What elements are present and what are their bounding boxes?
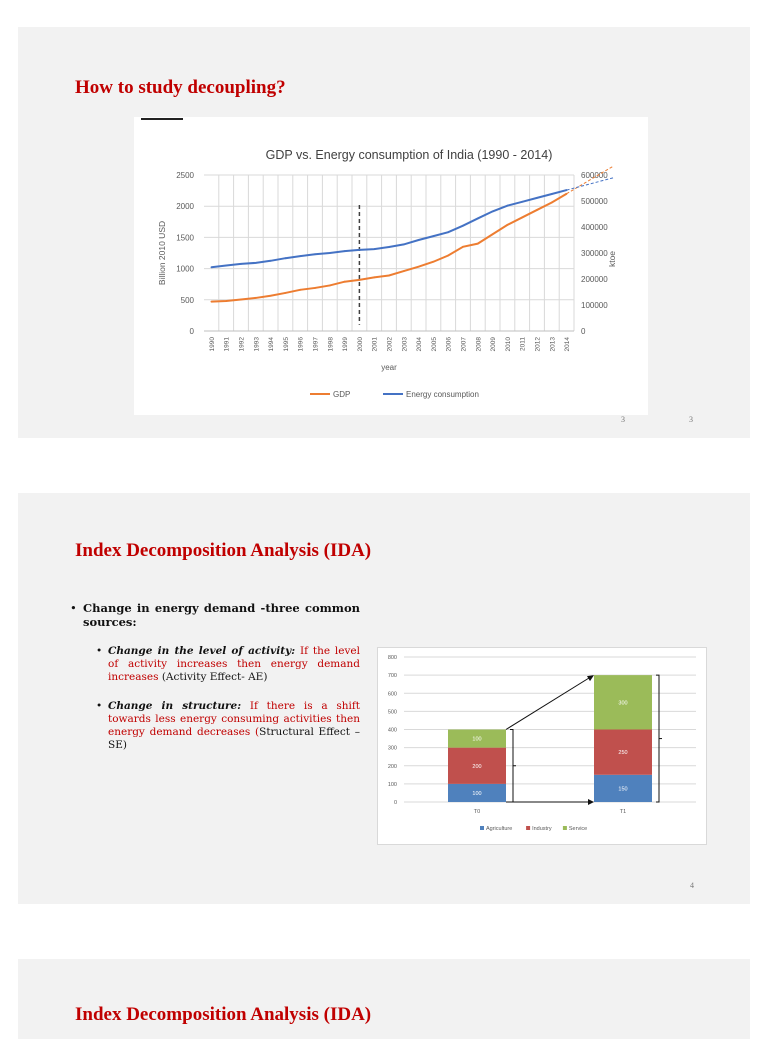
energy-data-point xyxy=(388,246,390,248)
data-label: 250 xyxy=(618,750,628,757)
x-tick-label: 2001 xyxy=(371,337,379,352)
gdp-data-point xyxy=(344,281,346,283)
y-tick-label: 2000 xyxy=(176,202,194,212)
energy-data-point xyxy=(373,248,375,250)
gdp-data-point xyxy=(299,289,301,291)
energy-data-point xyxy=(270,260,272,262)
energy-data-point xyxy=(240,263,242,265)
bullet-dot-icon: • xyxy=(96,645,103,657)
y2-tick-label: 0 xyxy=(581,327,586,336)
data-label: 150 xyxy=(618,786,628,793)
legend-label: Service xyxy=(568,826,588,832)
energy-data-point xyxy=(447,231,449,233)
x-tick-label: 2012 xyxy=(534,337,542,352)
x-tick-label: 2004 xyxy=(416,337,424,352)
gdp-data-point xyxy=(418,266,420,268)
sub-bullet-activity xyxy=(96,645,360,684)
x-tick-label: T1 xyxy=(619,809,627,815)
legend-label: Energy consumption xyxy=(406,390,479,399)
stacked-bar-chart-container xyxy=(377,647,707,845)
y2-tick-label: 300000 xyxy=(581,249,608,258)
y2-axis-label: ktoe xyxy=(607,250,617,268)
legend-label: GDP xyxy=(333,390,351,399)
gdp-data-point xyxy=(433,261,435,263)
gdp-data-point xyxy=(388,275,390,277)
bullet-list xyxy=(70,601,360,752)
energy-data-point xyxy=(225,265,227,267)
slide-title: How to study decoupling? xyxy=(75,77,286,98)
energy-series-line xyxy=(211,190,566,267)
gdp-data-point xyxy=(285,292,287,294)
x-tick-label: 2010 xyxy=(504,337,512,352)
sub-bullet-lead: Change in the level of activity: xyxy=(108,645,296,657)
y2-tick-label: 400000 xyxy=(581,223,608,232)
energy-data-point xyxy=(314,253,316,255)
slide-3 xyxy=(18,959,750,1039)
y2-tick-label: 100000 xyxy=(581,301,608,310)
data-label: 200 xyxy=(472,763,482,770)
y-tick-label: 0 xyxy=(393,800,397,806)
gdp-data-point xyxy=(477,243,479,245)
gdp-data-point xyxy=(492,233,494,235)
data-label: 300 xyxy=(618,700,628,707)
gdp-data-point xyxy=(329,285,331,287)
x-tick-label: 1994 xyxy=(268,337,276,352)
gdp-data-point xyxy=(240,299,242,301)
gdp-energy-chart-container xyxy=(134,117,648,415)
data-label: 100 xyxy=(472,790,482,797)
energy-data-point xyxy=(403,244,405,246)
bracket-t1 xyxy=(656,675,659,802)
gdp-data-point xyxy=(403,270,405,272)
y-tick-label: 700 xyxy=(387,673,397,680)
y-tick-label: 100 xyxy=(387,781,397,788)
energy-data-point xyxy=(359,249,361,251)
x-tick-label: 1999 xyxy=(342,337,350,352)
y-tick-label: 800 xyxy=(387,655,397,661)
x-tick-label: 2009 xyxy=(490,337,498,352)
sub-bullet-structure xyxy=(96,700,360,752)
title-underline-mark xyxy=(141,118,183,120)
y2-tick-label: 200000 xyxy=(581,275,608,284)
legend-swatch xyxy=(526,826,530,830)
arrow-head-icon xyxy=(588,799,594,805)
energy-data-point xyxy=(536,197,538,199)
sub-bullet-highlight: If there is a shift towards less energy consuming activities then energy demand decreases xyxy=(108,700,360,738)
x-tick-label: 2006 xyxy=(445,337,453,352)
energy-data-point xyxy=(462,225,464,227)
legend-label: Industry xyxy=(532,826,552,832)
x-tick-label: 2000 xyxy=(356,337,364,352)
x-tick-label: 2002 xyxy=(386,337,394,352)
bullet-main xyxy=(70,601,360,629)
energy-data-point xyxy=(477,218,479,220)
slide-2 xyxy=(18,493,750,904)
gdp-data-point xyxy=(507,224,509,226)
bullet-dot-icon: • xyxy=(70,601,77,615)
gdp-data-point xyxy=(447,255,449,257)
x-axis-label: year xyxy=(381,363,397,372)
x-tick-label: T0 xyxy=(473,809,481,815)
gdp-data-point xyxy=(373,276,375,278)
gdp-data-point xyxy=(551,202,553,204)
x-tick-label: 1990 xyxy=(208,337,216,352)
energy-data-point xyxy=(492,211,494,213)
legend-swatch xyxy=(480,826,484,830)
y-tick-label: 500 xyxy=(387,709,397,716)
bullet-main-text: Change in energy demand -three common sources: xyxy=(83,601,360,629)
x-tick-label: 2008 xyxy=(475,337,483,352)
legend-label: Agriculture xyxy=(486,826,513,832)
x-tick-label: 1997 xyxy=(312,337,320,352)
y-tick-label: 200 xyxy=(387,763,397,770)
x-tick-label: 1995 xyxy=(282,337,290,352)
slide-title: Index Decomposition Analysis (IDA) xyxy=(75,1004,372,1025)
energy-data-point xyxy=(507,205,509,207)
sub-bullet-highlight: If the level of activity increases then energy demand increases xyxy=(108,645,360,683)
gdp-data-point xyxy=(521,217,523,219)
sub-bullet-tail: Structural Effect – SE) xyxy=(108,726,360,751)
energy-data-point xyxy=(418,239,420,241)
energy-data-point xyxy=(285,257,287,259)
x-tick-label: 1991 xyxy=(223,337,231,352)
x-tick-label: 1993 xyxy=(253,337,261,352)
energy-data-point xyxy=(344,250,346,252)
gdp-data-point xyxy=(359,279,361,281)
y-tick-label: 600 xyxy=(387,691,397,698)
energy-data-point xyxy=(329,252,331,254)
y-tick-label: 1000 xyxy=(176,264,194,274)
x-tick-label: 2007 xyxy=(460,337,468,352)
page-number: 3 xyxy=(689,415,693,424)
energy-data-point xyxy=(521,201,523,203)
x-tick-label: 1992 xyxy=(238,337,246,352)
stacked-bar-chart xyxy=(378,648,706,844)
bullet-dot-icon: • xyxy=(96,700,103,712)
gdp-data-point xyxy=(536,209,538,211)
gdp-data-point xyxy=(462,246,464,248)
growth-arrow-line xyxy=(506,676,592,729)
gdp-data-point xyxy=(211,301,213,303)
x-tick-label: 1998 xyxy=(327,337,335,352)
slide-1 xyxy=(18,27,750,438)
gdp-energy-line-chart xyxy=(134,117,648,415)
data-label: 100 xyxy=(472,736,482,743)
x-tick-label: 2014 xyxy=(564,337,572,352)
legend-swatch xyxy=(563,826,567,830)
page-number: 4 xyxy=(690,881,694,890)
x-tick-label: 2003 xyxy=(401,337,409,352)
y-tick-label: 400 xyxy=(387,727,397,734)
energy-data-point xyxy=(433,235,435,237)
gdp-data-point xyxy=(270,295,272,297)
gdp-data-point xyxy=(255,297,257,299)
x-tick-label: 2013 xyxy=(549,337,557,352)
gdp-data-point xyxy=(314,287,316,289)
energy-data-point xyxy=(551,193,553,195)
x-tick-label: 1996 xyxy=(297,337,305,352)
y-tick-label: 1500 xyxy=(176,233,194,243)
x-tick-label: 2011 xyxy=(519,337,527,351)
sub-bullet-paren: ( xyxy=(250,726,260,738)
x-tick-label: 2005 xyxy=(430,337,438,352)
y-tick-label: 300 xyxy=(387,745,397,752)
gdp-data-point xyxy=(225,300,227,302)
y2-tick-label: 500000 xyxy=(581,197,608,206)
slide-title: Index Decomposition Analysis (IDA) xyxy=(75,540,372,561)
page-number-faint: 3 xyxy=(621,415,625,424)
energy-data-point xyxy=(211,266,213,268)
y-axis-label: Billion 2010 USD xyxy=(157,220,167,286)
energy-data-point xyxy=(299,255,301,257)
y-tick-label: 2500 xyxy=(176,171,194,180)
y-tick-label: 0 xyxy=(189,327,194,336)
sub-bullet-lead: Change in structure: xyxy=(108,700,242,712)
chart-title: GDP vs. Energy consumption of India (1990 - 2014) xyxy=(265,148,553,162)
y-tick-label: 500 xyxy=(180,295,194,305)
sub-bullet-tail: (Activity Effect- AE) xyxy=(158,671,268,683)
energy-data-point xyxy=(255,262,257,264)
y2-tick-label: 600000 xyxy=(581,171,608,180)
